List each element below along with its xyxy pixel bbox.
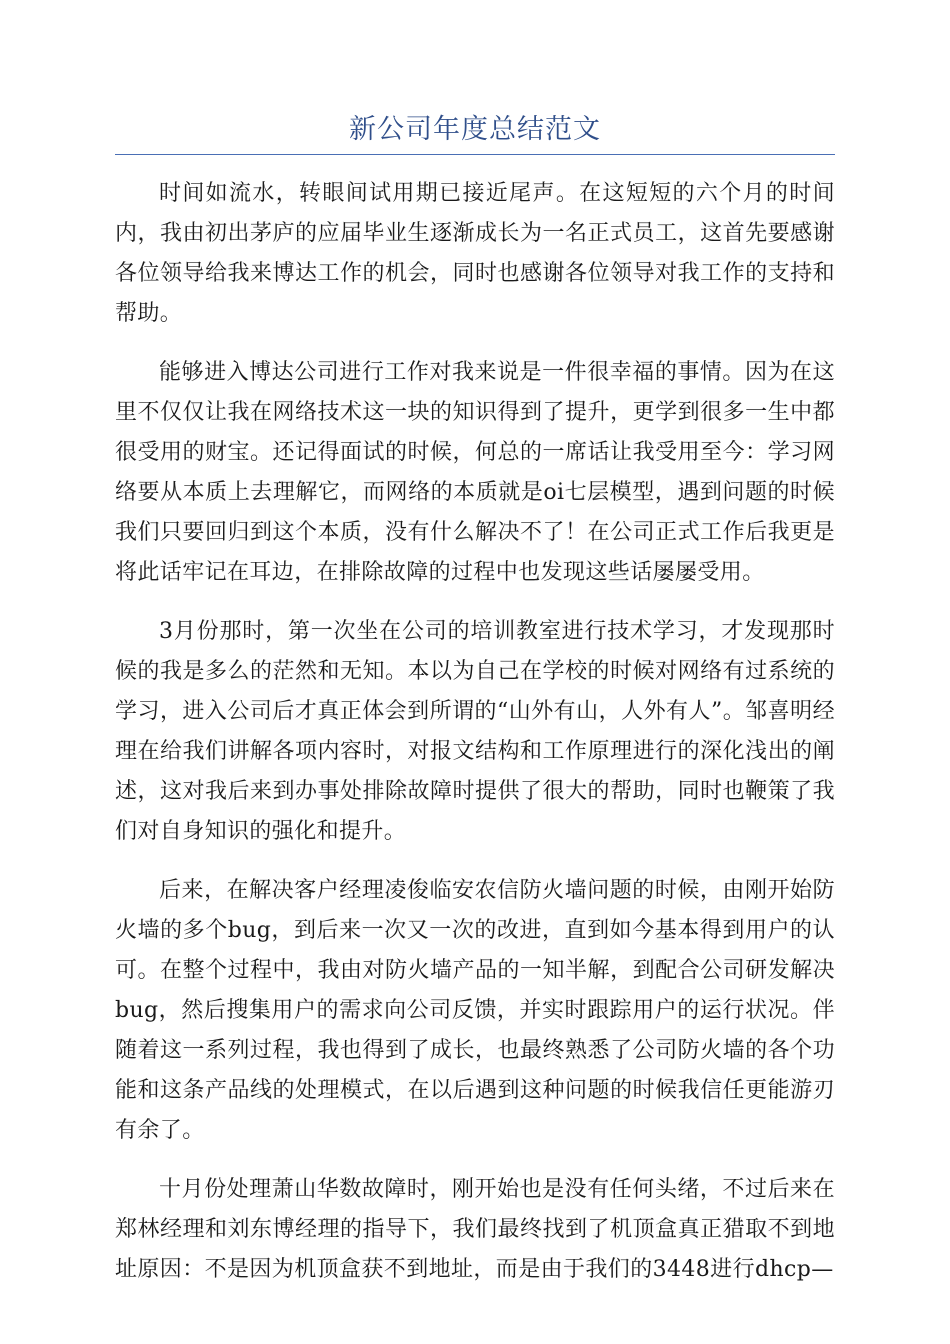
document-title: 新公司年度总结范文 [349, 114, 601, 145]
paragraph-2: 能够进入博达公司进行工作对我来说是一件很幸福的事情。因为在这里不仅仅让我在网络技术这一块的知识得到了提升，更学到很多一生中都很受用的财宝。还记得面试的时候，何总的一席话让我受用至今：学习网络要从本质上去理解它，而网络的本质就是oi七层模型，遇到问题的时候我们只要回归到这个本质，没有什么解决不了！在公司正式工作后我更是将此话牢记在耳边，在排除故障的过程中也发现这些话屡屡受用。 [115, 360, 835, 585]
paragraph-3: 3月份那时，第一次坐在公司的培训教室进行技术学习，才发现那时候的我是多么的茫然和无知。本以为自己在学校的时候对网络有过系统的学习，进入公司后才真正体会到所谓的“山外有山，人外有人”。邹喜明经理在给我们讲解各项内容时，对报文结构和工作原理进行的深化浅出的阐述，这对我后来到办事处排除故障时提供了很大的帮助，同时也鞭策了我们对自身知识的强化和提升。 [115, 619, 835, 844]
paragraph-5: 十月份处理萧山华数故障时，刚开始也是没有任何头绪，不过后来在郑林经理和刘东博经理的指导下，我们最终找到了机顶盒真正猎取不到地址原因：不是因为机顶盒获不到地址，而是由于我们的3448进行dhcp— [115, 1177, 835, 1282]
document-body [115, 174, 835, 1309]
paragraph-4: 后来，在解决客户经理凌俊临安农信防火墙问题的时候，由刚开始防火墙的多个bug，到后来一次又一次的改进，直到如今基本得到用户的认可。在整个过程中，我由对防火墙产品的一知半解，到配合公司研发解决bug，然后搜集用户的需求向公司反馈，并实时跟踪用户的运行状况。伴随着这一系列过程，我也得到了成长，也最终熟悉了公司防火墙的各个功能和这条产品线的处理模式，在以后遇到这种问题的时候我信任更能游刃有余了。 [115, 878, 835, 1143]
title-underline [115, 154, 835, 155]
paragraph-1: 时间如流水，转眼间试用期已接近尾声。在这短短的六个月的时间内，我由初出茅庐的应届毕业生逐渐成长为一名正式员工，这首先要感谢各位领导给我来博达工作的机会，同时也感谢各位领导对我工作的支持和帮助。 [115, 181, 835, 326]
